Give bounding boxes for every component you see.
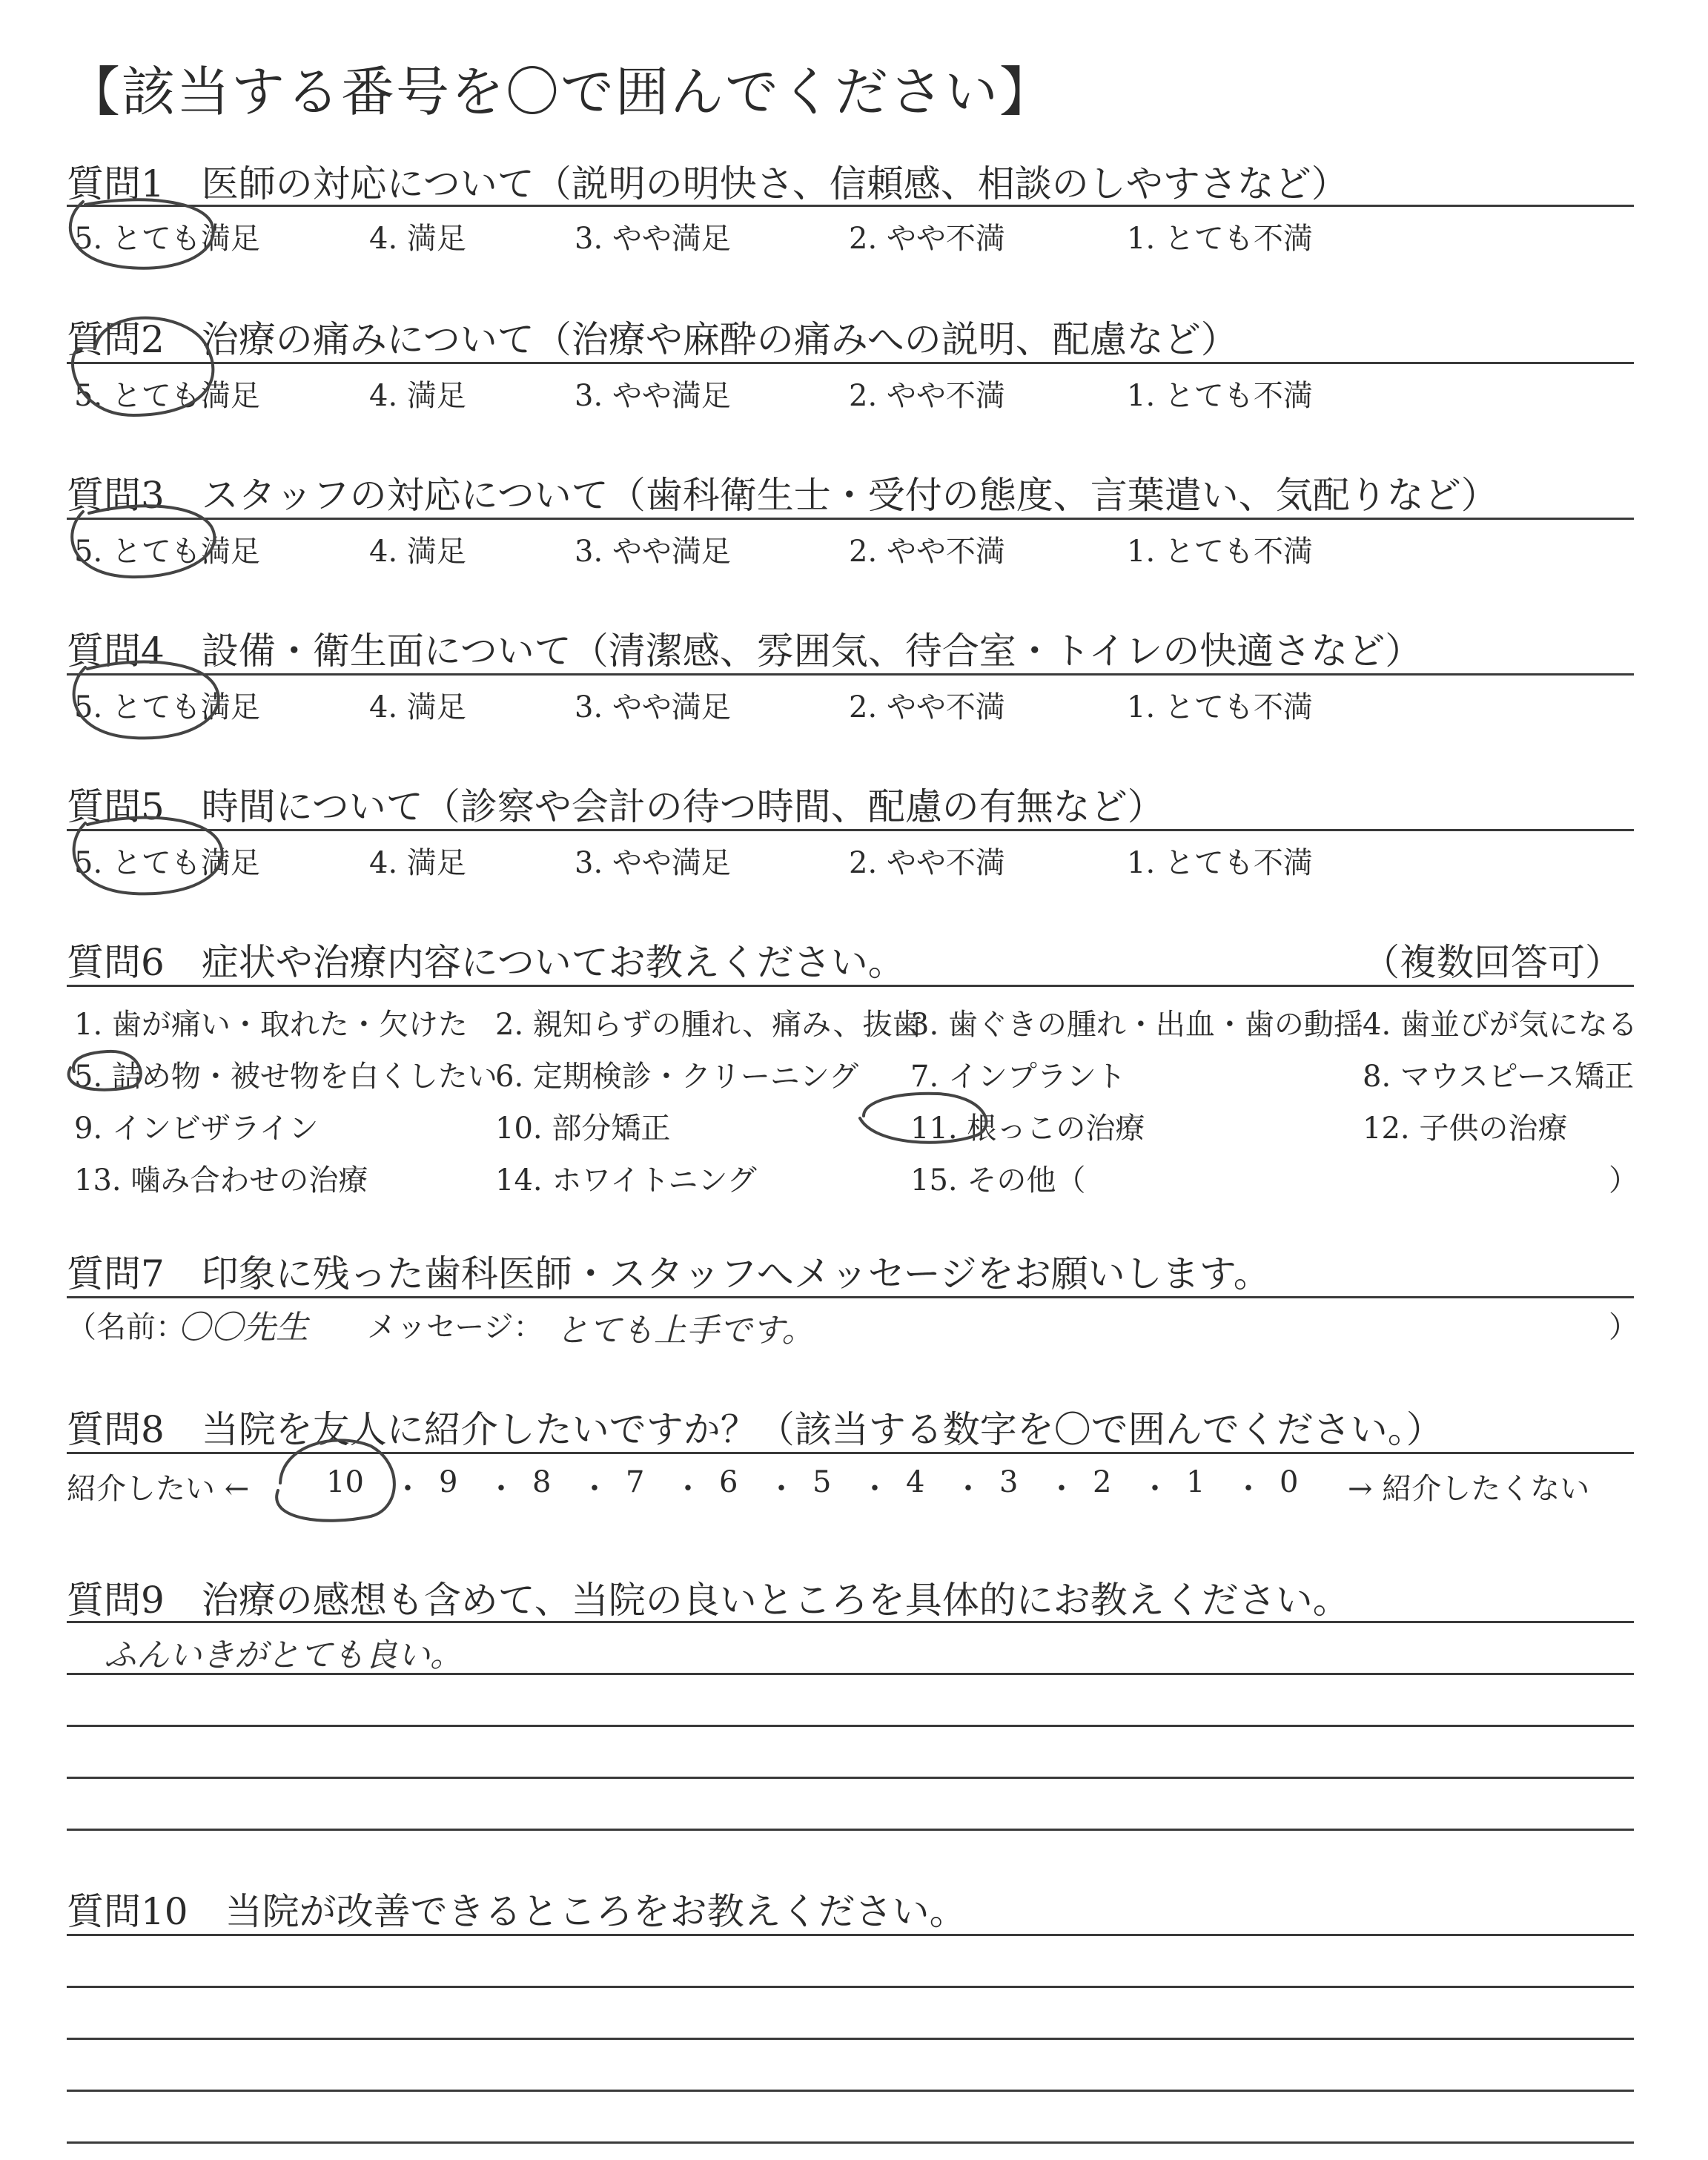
divider [67,985,1634,987]
question-9-label: 質問9 治療の感想も含めて、当院の良いところを具体的にお教えください。 [67,1579,1350,1622]
name-value[interactable]: 〇〇先生 [178,1309,308,1347]
q5-option-5[interactable]: 5. とても満足 [74,846,260,880]
scale-dot: ・ [1047,1472,1076,1506]
question-1-label: 質問1 医師の対応について（説明の明快さ、信頼感、相談のしやすさなど） [67,162,1348,205]
scale-1[interactable]: 1 [1186,1465,1205,1499]
question-4-label: 質問4 設備・衛生面について（清潔感、雰囲気、待合室・トイレの快適さなど） [67,630,1423,673]
question-5-label: 質問5 時間について（診察や会計の待つ時間、配慮の有無など） [67,785,1165,828]
q2-option-3[interactable]: 3. やや満足 [575,379,731,413]
answer-line [67,1777,1634,1779]
question-7-label: 質問7 印象に残った歯科医師・スタッフへメッセージをお願いします。 [67,1252,1271,1295]
q6-option-1[interactable]: 1. 歯が痛い・取れた・欠けた [74,1008,468,1042]
q5-option-4[interactable]: 4. 満足 [369,846,466,880]
recommend-right-label: → 紹介したくない [1348,1472,1590,1506]
q4-option-5[interactable]: 5. とても満足 [74,690,260,724]
answer-line [67,1934,1634,1936]
name-label: （名前： [67,1310,185,1344]
scale-9[interactable]: 9 [439,1465,458,1499]
question-8-label: 質問8 当院を友人に紹介したいですか？（該当する数字を〇で囲んでください。） [67,1408,1443,1451]
scale-dot: ・ [953,1472,983,1506]
scale-dot: ・ [767,1472,796,1506]
q3-option-4[interactable]: 4. 満足 [369,535,466,569]
q4-option-2[interactable]: 2. やや不満 [849,690,1005,724]
q6-option-4[interactable]: 4. 歯並びが気になる [1363,1008,1638,1042]
scale-3[interactable]: 3 [999,1465,1019,1499]
divider [67,829,1634,831]
q6-option-12[interactable]: 12. 子供の治療 [1363,1112,1568,1146]
q2-option-4[interactable]: 4. 満足 [369,379,466,413]
scale-0[interactable]: 0 [1280,1465,1299,1499]
q6-option-11[interactable]: 11. 根っこの治療 [910,1112,1145,1146]
q1-option-4[interactable]: 4. 満足 [369,222,466,256]
q5-option-1[interactable]: 1. とても不満 [1127,846,1313,880]
q6-option-8[interactable]: 8. マウスピース矯正 [1363,1060,1635,1094]
message-label: メッセージ： [367,1310,543,1344]
scale-10[interactable]: 10 [326,1465,364,1499]
q6-option-3[interactable]: 3. 歯ぐきの腫れ・出血・歯の動揺 [910,1008,1363,1042]
scale-dot: ・ [580,1472,609,1506]
q6-option-15[interactable]: 15. その他（ [910,1163,1086,1198]
q2-option-5[interactable]: 5. とても満足 [74,379,260,413]
scale-dot: ・ [860,1472,890,1506]
other-close-paren: ） [1609,1163,1638,1198]
divider [67,1296,1634,1298]
q6-option-6[interactable]: 6. 定期検診・クリーニング [495,1060,859,1094]
scale-dot: ・ [486,1472,516,1506]
q1-option-3[interactable]: 3. やや満足 [575,222,731,256]
answer-line [67,1725,1634,1727]
message-value[interactable]: とても上手です。 [556,1312,815,1350]
scale-4[interactable]: 4 [906,1465,925,1499]
q6-option-7[interactable]: 7. インプラント [910,1060,1126,1094]
divider [67,518,1634,520]
divider [67,673,1634,676]
q3-option-2[interactable]: 2. やや不満 [849,535,1005,569]
q6-option-10[interactable]: 10. 部分矯正 [495,1112,671,1146]
q5-option-3[interactable]: 3. やや満足 [575,846,731,880]
multiple-answers-note: （複数回答可） [1363,941,1622,984]
question-6-label: 質問6 症状や治療内容についてお教えください。 [67,941,905,984]
q6-option-13[interactable]: 13. 噛み合わせの治療 [74,1163,368,1198]
q2-option-2[interactable]: 2. やや不満 [849,379,1005,413]
scale-5[interactable]: 5 [812,1465,832,1499]
q6-option-9[interactable]: 9. インビザライン [74,1112,319,1146]
scale-2[interactable]: 2 [1093,1465,1112,1499]
answer-line [67,2141,1634,2144]
answer-line [67,1673,1634,1675]
q2-option-1[interactable]: 1. とても不満 [1127,379,1313,413]
scale-7[interactable]: 7 [626,1465,645,1499]
q6-option-2[interactable]: 2. 親知らずの腫れ、痛み、抜歯 [495,1008,922,1042]
question-10-label: 質問10 当院が改善できるところをお教えください。 [67,1890,967,1933]
question-3-label: 質問3 スタッフの対応について（歯科衛生士・受付の態度、言葉遣い、気配りなど） [67,474,1498,517]
answer-line [67,2090,1634,2092]
scale-6[interactable]: 6 [719,1465,738,1499]
q6-option-5[interactable]: 5. 詰め物・被せ物を白くしたい [74,1060,497,1094]
divider [67,205,1634,207]
q3-option-3[interactable]: 3. やや満足 [575,535,731,569]
scale-dot: ・ [1234,1472,1263,1506]
scale-dot: ・ [673,1472,703,1506]
q1-option-2[interactable]: 2. やや不満 [849,222,1005,256]
scale-dot: ・ [393,1472,423,1506]
q9-answer[interactable]: ふんいきがとても良い。 [104,1636,463,1674]
q4-option-1[interactable]: 1. とても不満 [1127,690,1313,724]
q4-option-3[interactable]: 3. やや満足 [575,690,731,724]
question-2-label: 質問2 治療の痛みについて（治療や麻酔の痛みへの説明、配慮など） [67,318,1238,361]
answer-line [67,2038,1634,2040]
q6-option-14[interactable]: 14. ホワイトニング [495,1163,757,1198]
page-title: 【該当する番号を〇で囲んでください】 [67,61,1055,123]
q1-option-1[interactable]: 1. とても不満 [1127,222,1313,256]
q5-option-2[interactable]: 2. やや不満 [849,846,1005,880]
q3-option-5[interactable]: 5. とても満足 [74,535,260,569]
q4-option-4[interactable]: 4. 満足 [369,690,466,724]
scale-dot: ・ [1140,1472,1170,1506]
q3-option-1[interactable]: 1. とても不満 [1127,535,1313,569]
message-close-paren: ） [1609,1310,1638,1344]
recommend-left-label: 紹介したい ← [67,1472,250,1506]
answer-line [67,1986,1634,1988]
answer-line [67,1621,1634,1623]
scale-8[interactable]: 8 [532,1465,552,1499]
divider [67,362,1634,364]
q1-option-5[interactable]: 5. とても満足 [74,222,260,256]
divider [67,1452,1634,1454]
answer-line [67,1829,1634,1831]
